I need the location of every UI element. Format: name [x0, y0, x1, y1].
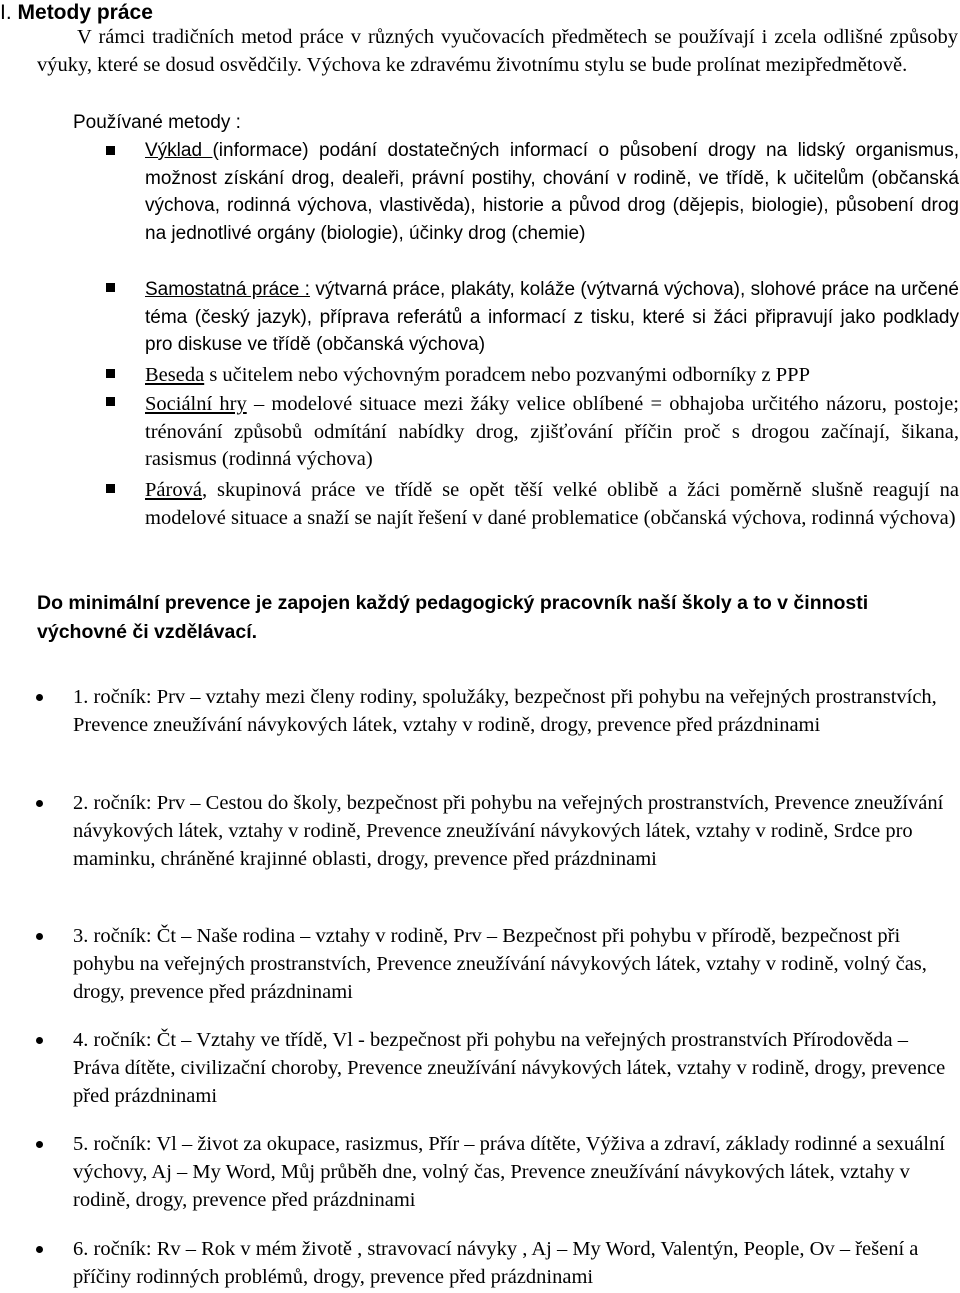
method-text: , skupinová práce ve třídě se opět těší velké oblibě a žáci poměrně slušně reagují na modelové situace a snaží se najít řešení v dané problematice (občanská výchova, rodinná výchova) — [145, 479, 959, 529]
method-name: Beseda — [145, 364, 205, 386]
grade-item-6: 6. ročník: Rv – Rok v mém životě , stravovací návyky , Aj – My Word, Valentýn, People, Ov – řešení a příčiny rodinných problémů, drogy, prevence před prázdninami — [73, 1238, 919, 1288]
bullet-dot-icon — [36, 1037, 43, 1044]
prevention-statement: Do minimální prevence je zapojen každý pedagogický pracovník naší školy a to v činnosti výchovné či vzdělávací. — [37, 592, 869, 643]
bullet-dot-icon — [36, 1141, 43, 1148]
intro-paragraph: V rámci tradičních metod práce v různých vyučovacích předmětech se používají i zcela odlišné způsoby výuky, které se dosud osvědčily. Výchova ke zdravému životnímu stylu se bude prolínat mezipředmětově. — [37, 26, 958, 76]
bullet-dot-icon — [36, 694, 43, 701]
grade-item-1: 1. ročník: Prv – vztahy mezi členy rodiny, spolužáky, bezpečnost při pohybu na veřejných prostranstvích, Prevence zneužívání návykových látek, vztahy v rodině, drogy, prevence před prázdninami — [73, 686, 937, 736]
method-item-vyklad — [145, 137, 959, 247]
method-name: Samostatná práce : — [145, 279, 310, 300]
method-name: Párová — [145, 479, 202, 501]
method-text: s učitelem nebo výchovným poradcem nebo pozvanými odborníky z PPP — [204, 364, 810, 386]
method-item-parova — [145, 477, 959, 532]
method-name: Sociální hry — [145, 393, 247, 415]
square-bullet-icon — [106, 146, 115, 155]
method-text: výtvarná práce, plakáty, koláže (výtvarná výchova), slohové práce na určené téma (český jazyk), příprava referátů a informací z tisku, které si žáci připravují jako podklady pro diskuse ve třídě (občanská výchova) — [145, 279, 959, 355]
bullet-dot-icon — [36, 800, 43, 807]
square-bullet-icon — [106, 283, 115, 292]
square-bullet-icon — [106, 369, 115, 378]
method-text: – modelové situace mezi žáky velice oblíbené = obhajoba určitého názoru, postoje; trénování způsobů odmítání nabídky drog, zjišťování příčin proč s drogou začínají, šikana, rasismus (rodinná výchova) — [145, 393, 959, 470]
grade-item-3: 3. ročník: Čt – Naše rodina – vztahy v rodině, Prv – Bezpečnost při pohybu v přírodě, bezpečnost při pohybu na veřejných prostranstvích, Prevence zneužívání návykových látek, vztahy v rodině, volný čas, drogy, prevence před prázdninami — [73, 925, 927, 1003]
section-title: Metody práce — [17, 1, 153, 24]
section-number: I. — [0, 1, 12, 24]
method-name: Výklad — [145, 140, 213, 161]
bullet-dot-icon — [36, 933, 43, 940]
methods-label: Používané metody : — [73, 112, 241, 133]
method-item-beseda — [145, 362, 959, 390]
bullet-dot-icon — [36, 1246, 43, 1253]
method-item-socialni-hry — [145, 391, 959, 474]
grade-item-5: 5. ročník: Vl – život za okupace, rasizmus, Přír – práva dítěte, Výživa a zdraví, základy rodinné a sexuální výchovy, Aj – My Word, Můj průběh dne, volný čas, Prevence zneužívání návykových látek, vztahy v rodině, drogy, prevence před prázdninami — [73, 1133, 945, 1211]
grade-item-2: 2. ročník: Prv – Cestou do školy, bezpečnost při pohybu na veřejných prostranstvích, Prevence zneužívání návykových látek, vztahy v rodině, Prevence zneužívání návykových látek, vztahy v rodině, Srdce pro maminku, chráněné krajinné oblasti, drogy, prevence před prázdninami — [73, 792, 944, 870]
grade-item-4: 4. ročník: Čt – Vztahy ve třídě, Vl - bezpečnost při pohybu na veřejných prostranstvích Přírodověda – Práva dítěte, civilizační choroby, Prevence zneužívání návykových látek, vztahy v rodině, drogy, prevence před prázdninami — [73, 1029, 946, 1107]
square-bullet-icon — [106, 397, 115, 406]
square-bullet-icon — [106, 484, 115, 493]
method-item-samostatna-prace — [145, 276, 959, 359]
method-text: (informace) podání dostatečných informací o působení drogy na lidský organismus, možnost získání drog, dealeři, právní postihy, chování v rodině, ve třídě, k učitelům (občanská výchova, rodinná výchova, vlastivěda), historie a původ drog (dějepis, biologie), působení drog na jednotlivé orgány (biologie), účinky drog (chemie) — [145, 140, 960, 244]
section-heading — [0, 0, 153, 26]
